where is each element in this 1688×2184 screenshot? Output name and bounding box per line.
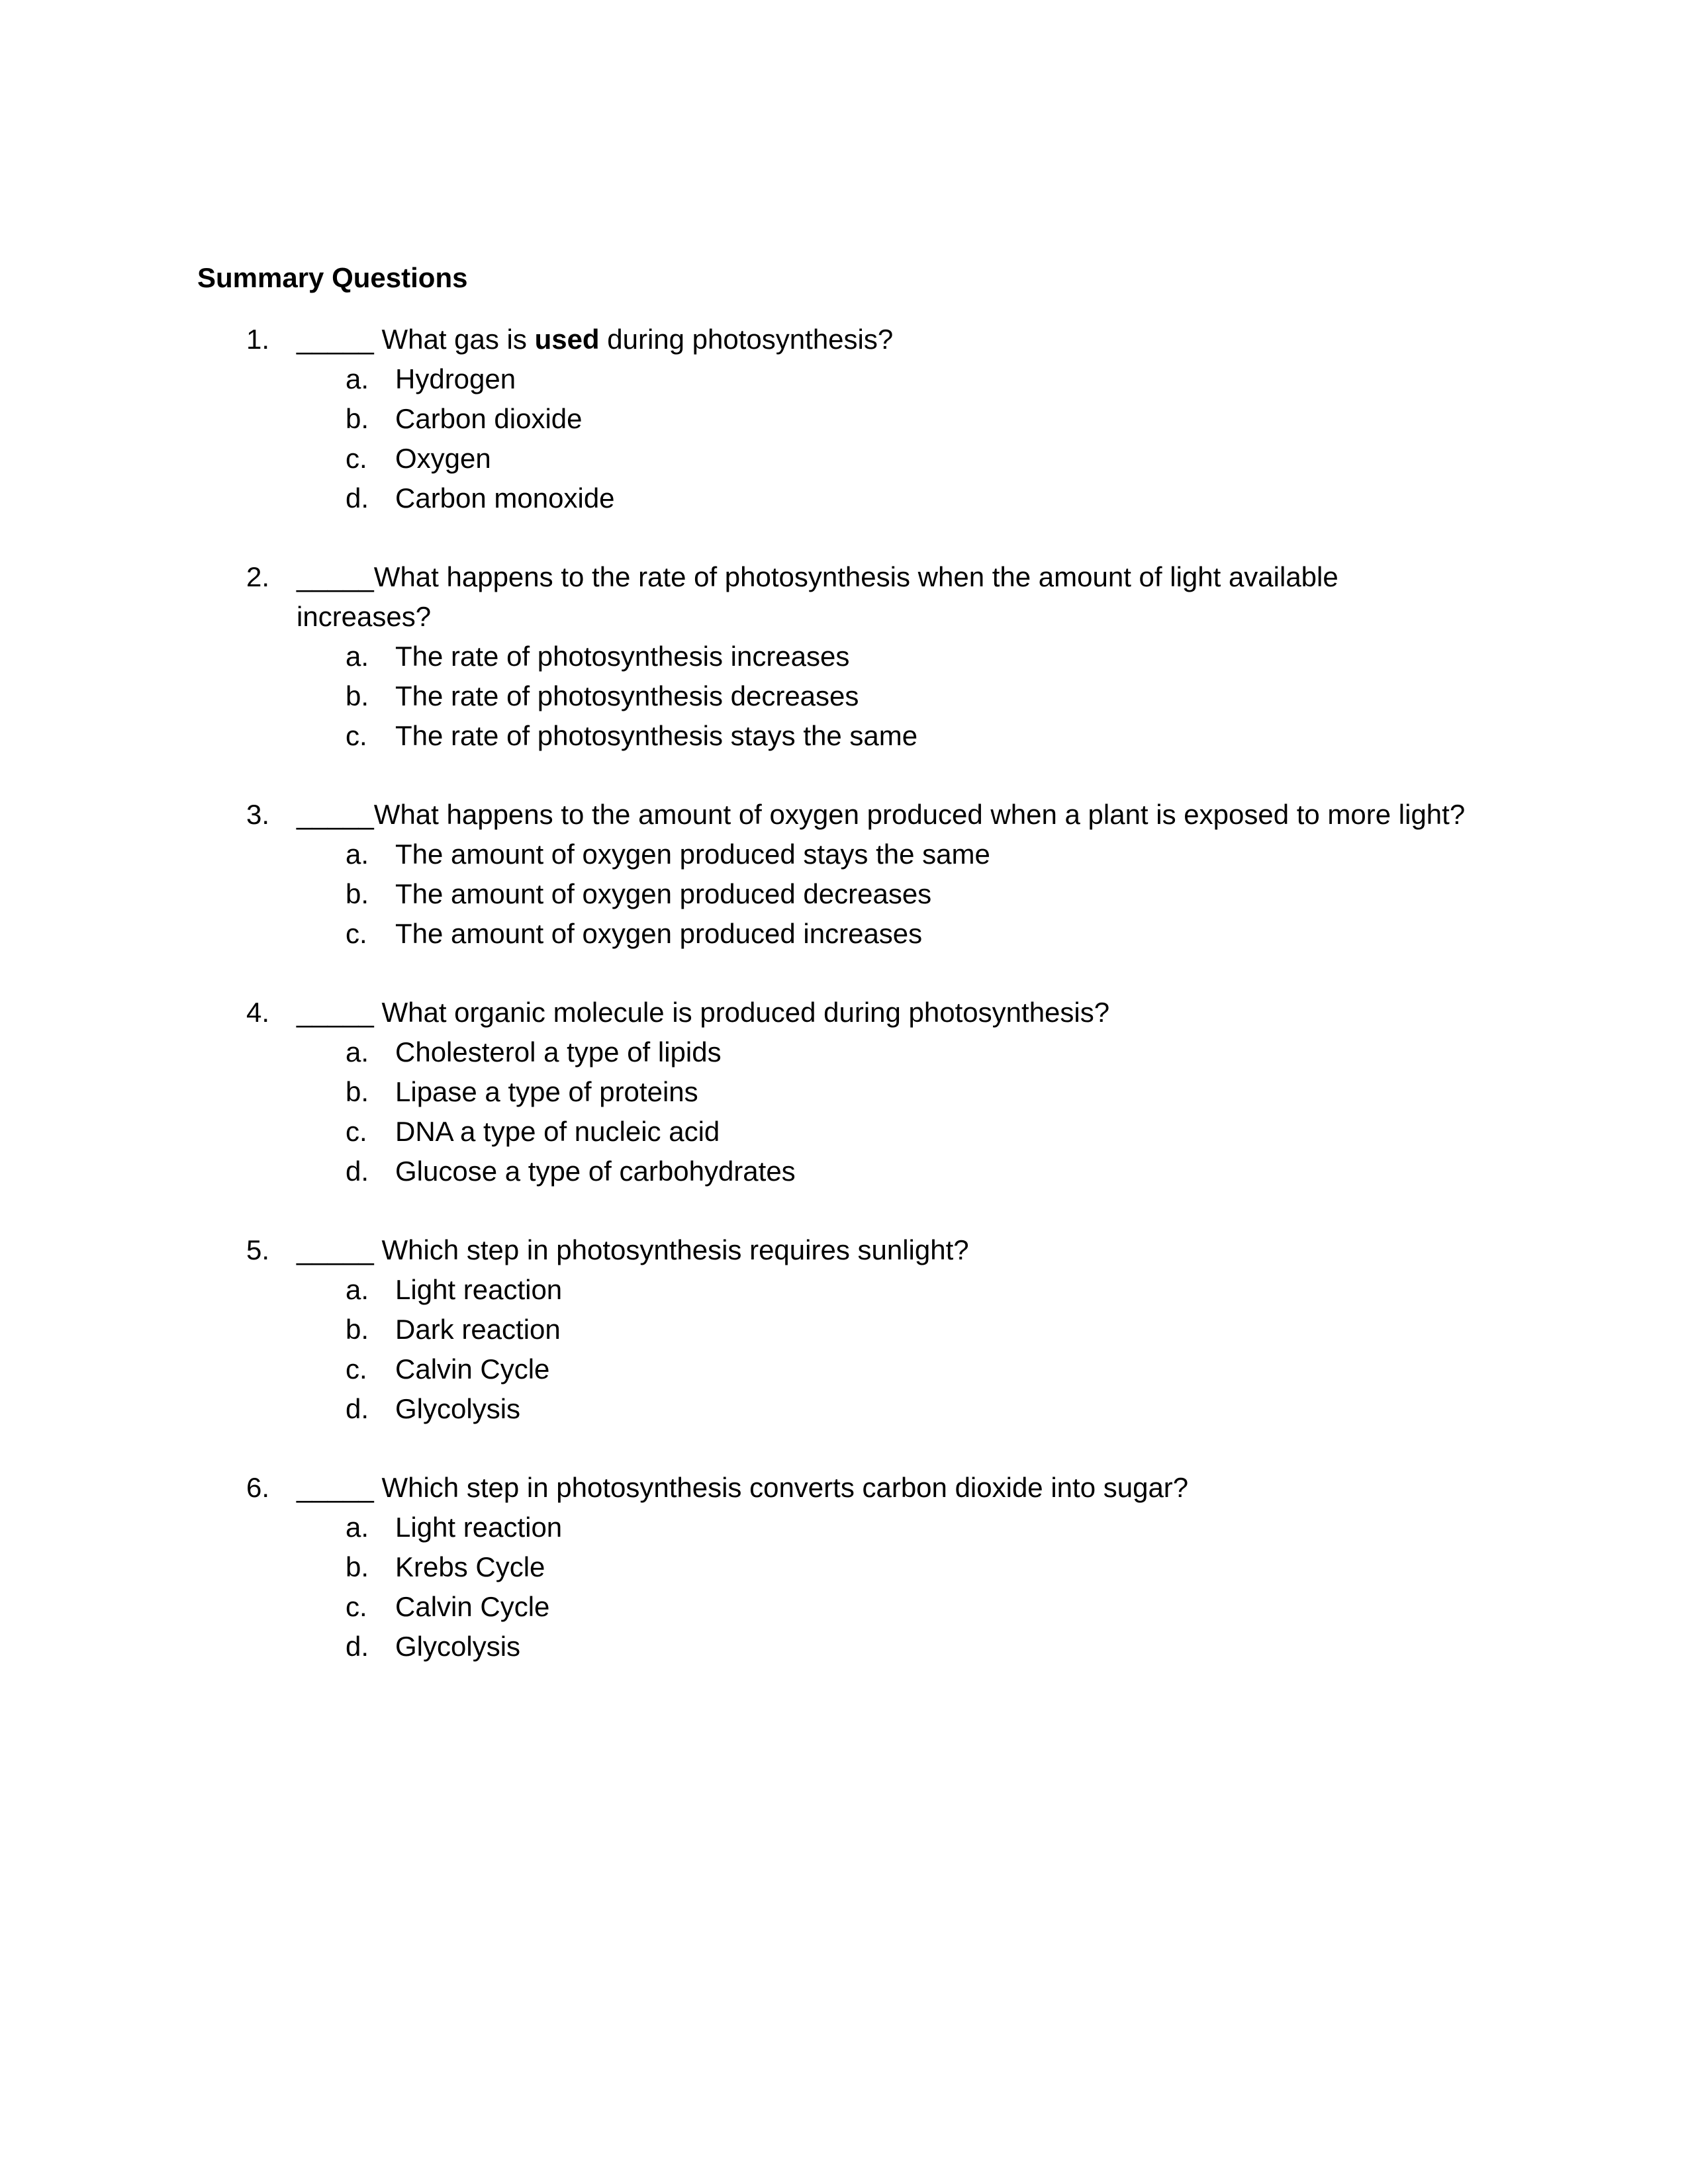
list-item: [0, 1270, 1688, 1310]
question-number: 2.: [246, 561, 270, 592]
list-item: [0, 914, 1688, 954]
option-letter: a.: [346, 839, 369, 870]
answer-blank: _____: [297, 997, 374, 1028]
question-number: 3.: [246, 799, 270, 830]
list-item: [0, 1389, 1688, 1429]
option-letter: a.: [346, 363, 369, 394]
option-letter: b.: [346, 403, 369, 434]
option-letter: c.: [346, 443, 367, 474]
list-item: [0, 478, 1688, 518]
question-text: _____ Which step in photosynthesis converts carbon dioxide into sugar?: [297, 1472, 1189, 1503]
option-letter: b.: [346, 1314, 369, 1345]
option-text: Carbon monoxide: [395, 482, 615, 514]
option-letter: c.: [346, 1591, 367, 1622]
answer-blank: _____: [297, 1472, 374, 1503]
page-title: Summary Questions: [197, 262, 468, 293]
option-text: The rate of photosynthesis decreases: [395, 680, 859, 711]
question-3: [0, 795, 1688, 954]
list-item: [0, 835, 1688, 874]
option-letter: a.: [346, 641, 369, 672]
option-text: Oxygen: [395, 443, 491, 474]
option-letter: a.: [346, 1512, 369, 1543]
option-letter: c.: [346, 1116, 367, 1147]
option-text: Carbon dioxide: [395, 403, 583, 434]
option-text: Light reaction: [395, 1274, 563, 1305]
question-1: [0, 320, 1688, 518]
option-text: The amount of oxygen produced decreases: [395, 878, 932, 909]
question-text: _____What happens to the rate of photosynthesis when the amount of light available: [297, 561, 1338, 592]
question-text: _____ Which step in photosynthesis requires sunlight?: [297, 1234, 969, 1265]
option-text: The rate of photosynthesis stays the same: [395, 720, 918, 751]
option-letter: d.: [346, 1156, 369, 1187]
list-item: [0, 1587, 1688, 1627]
option-text: Cholesterol a type of lipids: [395, 1036, 722, 1068]
question-number: 5.: [246, 1234, 270, 1265]
question-number: 6.: [246, 1472, 270, 1503]
option-letter: d.: [346, 482, 369, 514]
question-text: _____ What gas is used during photosynthesis?: [297, 324, 894, 355]
list-item: [0, 359, 1688, 399]
list-item: [0, 1112, 1688, 1152]
list-item: [0, 439, 1688, 478]
question-6: [0, 1468, 1688, 1666]
answer-blank: _____: [297, 561, 374, 592]
option-text: Krebs Cycle: [395, 1551, 545, 1582]
option-text: Glycolysis: [395, 1393, 521, 1424]
list-item: [0, 1547, 1688, 1587]
option-letter: d.: [346, 1393, 369, 1424]
option-letter: c.: [346, 918, 367, 949]
option-letter: b.: [346, 680, 369, 711]
question-2: [0, 557, 1688, 756]
list-item: [0, 1152, 1688, 1191]
answer-blank: _____: [297, 799, 374, 830]
option-letter: b.: [346, 1551, 369, 1582]
list-item: [0, 676, 1688, 716]
option-letter: c.: [346, 720, 367, 751]
option-letter: a.: [346, 1274, 369, 1305]
option-text: Glycolysis: [395, 1631, 521, 1662]
option-text: The amount of oxygen produced stays the same: [395, 839, 990, 870]
list-item: [0, 1072, 1688, 1112]
option-text: The amount of oxygen produced increases: [395, 918, 923, 949]
list-item: [0, 874, 1688, 914]
list-item: [0, 1627, 1688, 1666]
option-text: Glucose a type of carbohydrates: [395, 1156, 796, 1187]
answer-blank: _____: [297, 324, 374, 355]
list-item: [0, 1032, 1688, 1072]
emphasis-word: used: [534, 324, 600, 355]
option-text: Calvin Cycle: [395, 1353, 550, 1385]
question-text: _____What happens to the amount of oxygen produced when a plant is exposed to more light?: [297, 799, 1466, 830]
option-letter: d.: [346, 1631, 369, 1662]
question-number: 4.: [246, 997, 270, 1028]
option-text: Lipase a type of proteins: [395, 1076, 698, 1107]
option-letter: a.: [346, 1036, 369, 1068]
list-item: [0, 1310, 1688, 1349]
option-letter: c.: [346, 1353, 367, 1385]
option-text: Hydrogen: [395, 363, 516, 394]
option-text: Light reaction: [395, 1512, 563, 1543]
option-text: Calvin Cycle: [395, 1591, 550, 1622]
question-5: [0, 1230, 1688, 1429]
question-number: 1.: [246, 324, 270, 355]
answer-blank: _____: [297, 1234, 374, 1265]
option-text: DNA a type of nucleic acid: [395, 1116, 720, 1147]
list-item: [0, 1508, 1688, 1547]
option-text: Dark reaction: [395, 1314, 561, 1345]
question-text: _____ What organic molecule is produced during photosynthesis?: [297, 997, 1110, 1028]
list-item: [0, 399, 1688, 439]
list-item: [0, 1349, 1688, 1389]
option-text: The rate of photosynthesis increases: [395, 641, 850, 672]
list-item: [0, 716, 1688, 756]
option-letter: b.: [346, 878, 369, 909]
question-text-continuation: increases?: [297, 601, 432, 632]
question-4: [0, 993, 1688, 1191]
list-item: [0, 637, 1688, 676]
option-letter: b.: [346, 1076, 369, 1107]
